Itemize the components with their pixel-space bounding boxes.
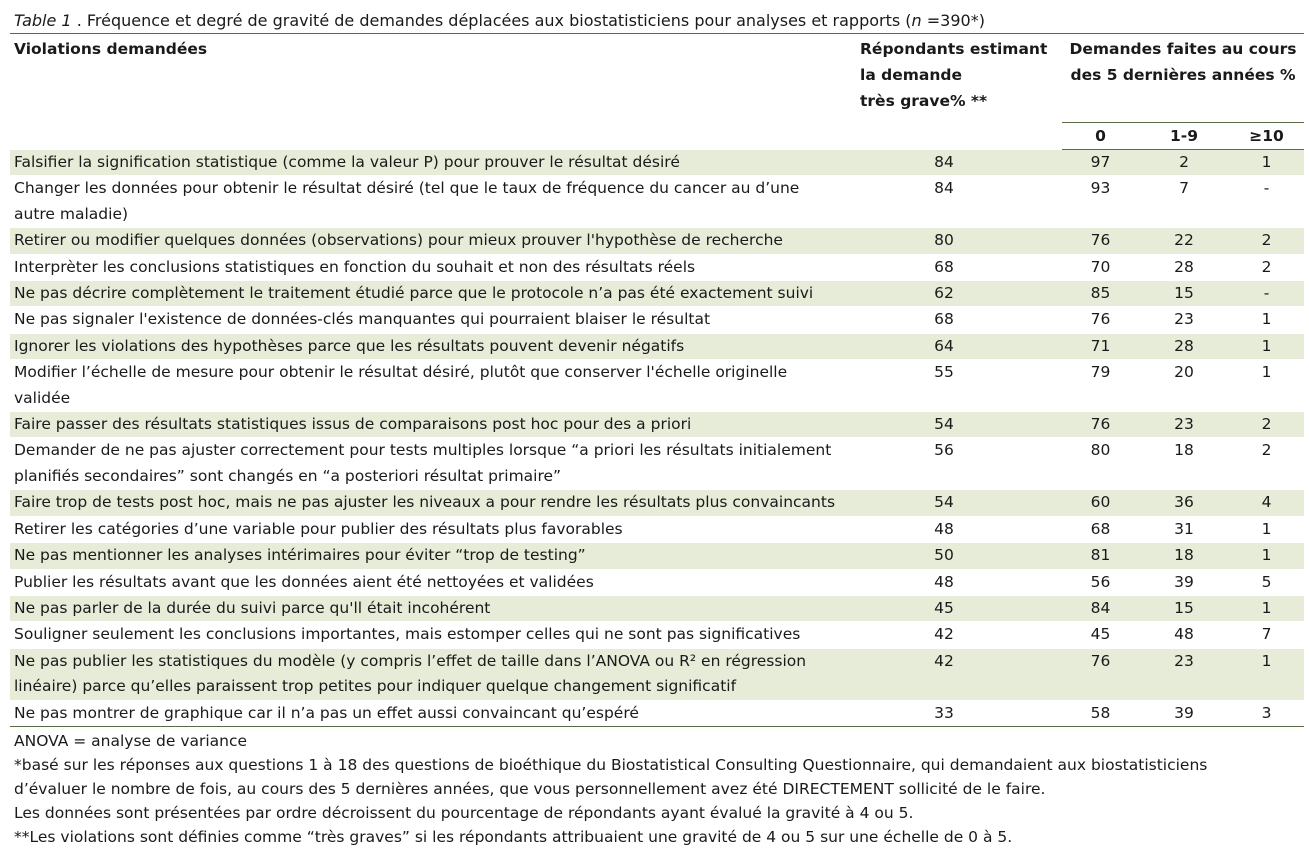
count-1-9: 28 [1139,254,1229,280]
count-1-9: 20 [1139,360,1229,412]
note-anova: ANOVA = analyse de variance [14,731,248,750]
count-0: 71 [1062,333,1139,359]
count-10: 2 [1229,438,1304,490]
table-row [10,595,1304,621]
header-respondents-line2: la demande [860,66,963,84]
grave-pct: 64 [848,333,1062,359]
grave-pct: 50 [848,543,1062,569]
table-row [10,228,1304,254]
count-0: 93 [1062,176,1139,228]
header-requests-line2: des 5 dernières années % [1070,66,1296,84]
count-10: 4 [1229,490,1304,516]
count-1-9: 36 [1139,490,1229,516]
count-0: 76 [1062,412,1139,438]
count-1-9: 2 [1139,150,1229,176]
violation-text: Souligner seulement les conclusions importantes, mais estomper celles qui ne sont pas significatives [10,622,848,648]
violation-text: Ne pas montrer de graphique car il n’a pas un effet aussi convaincant qu’espéré [10,700,848,726]
header-requests-line1: Demandes faites au cours [1069,40,1297,58]
header-col-1-9: 1-9 [1139,123,1229,150]
table-caption [10,8,1304,34]
violation-text: Ne pas signaler l'existence de données-clés manquantes qui pourraient blaiser le résultat [10,307,848,333]
count-0: 76 [1062,228,1139,254]
violation-text: Interprèter les conclusions statistiques en fonction du souhait et non des résultats réels [10,254,848,280]
violation-text: Demander de ne pas ajuster correctement pour tests multiples lorsque “a priori les résultats initialement planifiés secondaires” sont changés en “a posteriori résultat primaire” [10,438,848,490]
count-1-9: 23 [1139,648,1229,700]
grave-pct: 68 [848,254,1062,280]
table-row [10,622,1304,648]
caption-text: . Fréquence et degré de gravité de demandes déplacées aux biostatisticiens pour analyses et rapports ( [71,11,912,30]
count-10: 1 [1229,333,1304,359]
count-0: 76 [1062,307,1139,333]
count-0: 81 [1062,543,1139,569]
count-0: 45 [1062,622,1139,648]
count-1-9: 7 [1139,176,1229,228]
count-0: 80 [1062,438,1139,490]
table-row [10,176,1304,228]
header-col-0: 0 [1062,123,1139,150]
table-row [10,648,1304,700]
violation-text: Faire trop de tests post hoc, mais ne pas ajuster les niveaux a pour rendre les résultats plus convaincants [10,490,848,516]
note-definition: **Les violations sont définies comme “très graves” si les répondants attribuaient une gravité de 4 ou 5 sur une échelle de 0 à 5. [14,827,1013,846]
table-row [10,281,1304,307]
note-basis-continued: d’évaluer le nombre de fois, au cours des 5 dernières années, que vous personnellement avez été DIRECTEMENT sollicité de le faire. [14,779,1046,798]
grave-pct: 42 [848,648,1062,700]
count-1-9: 18 [1139,543,1229,569]
table-row [10,307,1304,333]
count-0: 68 [1062,516,1139,542]
violation-text: Modifier l’échelle de mesure pour obtenir le résultat désiré, plutôt que conserver l'échelle originelle validée [10,360,848,412]
note-ordering: Les données sont présentées par ordre décroissent du pourcentage de répondants ayant évalué la gravité à 4 ou 5. [14,803,914,822]
violation-text: Retirer les catégories d’une variable pour publier des résultats plus favorables [10,516,848,542]
table-row [10,543,1304,569]
note-basis: *basé sur les réponses aux questions 1 à 18 des questions de bioéthique du Biostatistical Consulting Questionnaire, qui demandaient aux biostatisticiens [14,755,1208,774]
header-respondents-line3: très grave% ** [860,92,988,110]
count-10: 2 [1229,228,1304,254]
table-row [10,490,1304,516]
table-notes [10,727,1304,849]
table-row [10,412,1304,438]
count-1-9: 15 [1139,281,1229,307]
table-row [10,150,1304,176]
violations-table [10,34,1304,727]
count-1-9: 23 [1139,307,1229,333]
count-0: 85 [1062,281,1139,307]
count-10: 2 [1229,412,1304,438]
table-row [10,333,1304,359]
count-0: 84 [1062,595,1139,621]
grave-pct: 48 [848,569,1062,595]
count-1-9: 22 [1139,228,1229,254]
count-10: 1 [1229,648,1304,700]
count-10: 1 [1229,307,1304,333]
count-10: 2 [1229,254,1304,280]
grave-pct: 54 [848,490,1062,516]
violation-text: Retirer ou modifier quelques données (observations) pour mieux prouver l'hypothèse de recherche [10,228,848,254]
grave-pct: 55 [848,360,1062,412]
grave-pct: 84 [848,176,1062,228]
violation-text: Ignorer les violations des hypothèses parce que les résultats pouvent devenir négatifs [10,333,848,359]
header-requests [1062,34,1304,123]
violation-text: Ne pas publier les statistiques du modèle (y compris l’effet de taille dans l’ANOVA ou R² en régression linéaire) parce qu’elles paraissent trop petites pour indiquer quelque changement significatif [10,648,848,700]
table-row [10,254,1304,280]
grave-pct: 45 [848,595,1062,621]
grave-pct: 48 [848,516,1062,542]
count-1-9: 31 [1139,516,1229,542]
violation-text: Publier les résultats avant que les données aient été nettoyées et validées [10,569,848,595]
count-0: 56 [1062,569,1139,595]
count-1-9: 23 [1139,412,1229,438]
grave-pct: 62 [848,281,1062,307]
count-0: 60 [1062,490,1139,516]
violation-text: Changer les données pour obtenir le résultat désiré (tel que le taux de fréquence du cancer au d’une autre maladie) [10,176,848,228]
count-0: 97 [1062,150,1139,176]
count-0: 79 [1062,360,1139,412]
grave-pct: 80 [848,228,1062,254]
count-1-9: 18 [1139,438,1229,490]
table-row [10,516,1304,542]
violation-text: Ne pas décrire complètement le traitement étudié parce que le protocole n’a pas été exactement suivi [10,281,848,307]
grave-pct: 56 [848,438,1062,490]
violation-text: Falsifier la signification statistique (comme la valeur P) pour prouver le résultat désiré [10,150,848,176]
header-respondents-line1: Répondants estimant [860,40,1048,58]
grave-pct: 84 [848,150,1062,176]
header-violations: Violations demandées [14,40,208,58]
violation-text: Ne pas mentionner les analyses intérimaires pour éviter “trop de testing” [10,543,848,569]
count-1-9: 15 [1139,595,1229,621]
caption-n: n [911,11,922,30]
violation-text: Ne pas parler de la durée du suivi parce qu'll était incohérent [10,595,848,621]
header-respondents [848,34,1062,150]
count-10: 7 [1229,622,1304,648]
caption-n-value: =390*) [921,11,985,30]
count-10: - [1229,176,1304,228]
table-row [10,438,1304,490]
count-10: 1 [1229,543,1304,569]
table-document [10,8,1304,849]
count-10: 1 [1229,595,1304,621]
violation-text: Faire passer des résultats statistiques issus de comparaisons post hoc pour des a priori [10,412,848,438]
count-10: - [1229,281,1304,307]
count-0: 70 [1062,254,1139,280]
count-0: 58 [1062,700,1139,726]
count-1-9: 48 [1139,622,1229,648]
count-10: 1 [1229,150,1304,176]
count-1-9: 28 [1139,333,1229,359]
count-10: 1 [1229,360,1304,412]
count-10: 3 [1229,700,1304,726]
count-0: 76 [1062,648,1139,700]
table-row [10,360,1304,412]
count-1-9: 39 [1139,569,1229,595]
table-row [10,569,1304,595]
count-10: 1 [1229,516,1304,542]
grave-pct: 42 [848,622,1062,648]
caption-label: Table 1 [14,11,72,30]
table-row [10,700,1304,726]
grave-pct: 68 [848,307,1062,333]
count-10: 5 [1229,569,1304,595]
grave-pct: 33 [848,700,1062,726]
header-col-10: ≥10 [1229,123,1304,150]
grave-pct: 54 [848,412,1062,438]
count-1-9: 39 [1139,700,1229,726]
